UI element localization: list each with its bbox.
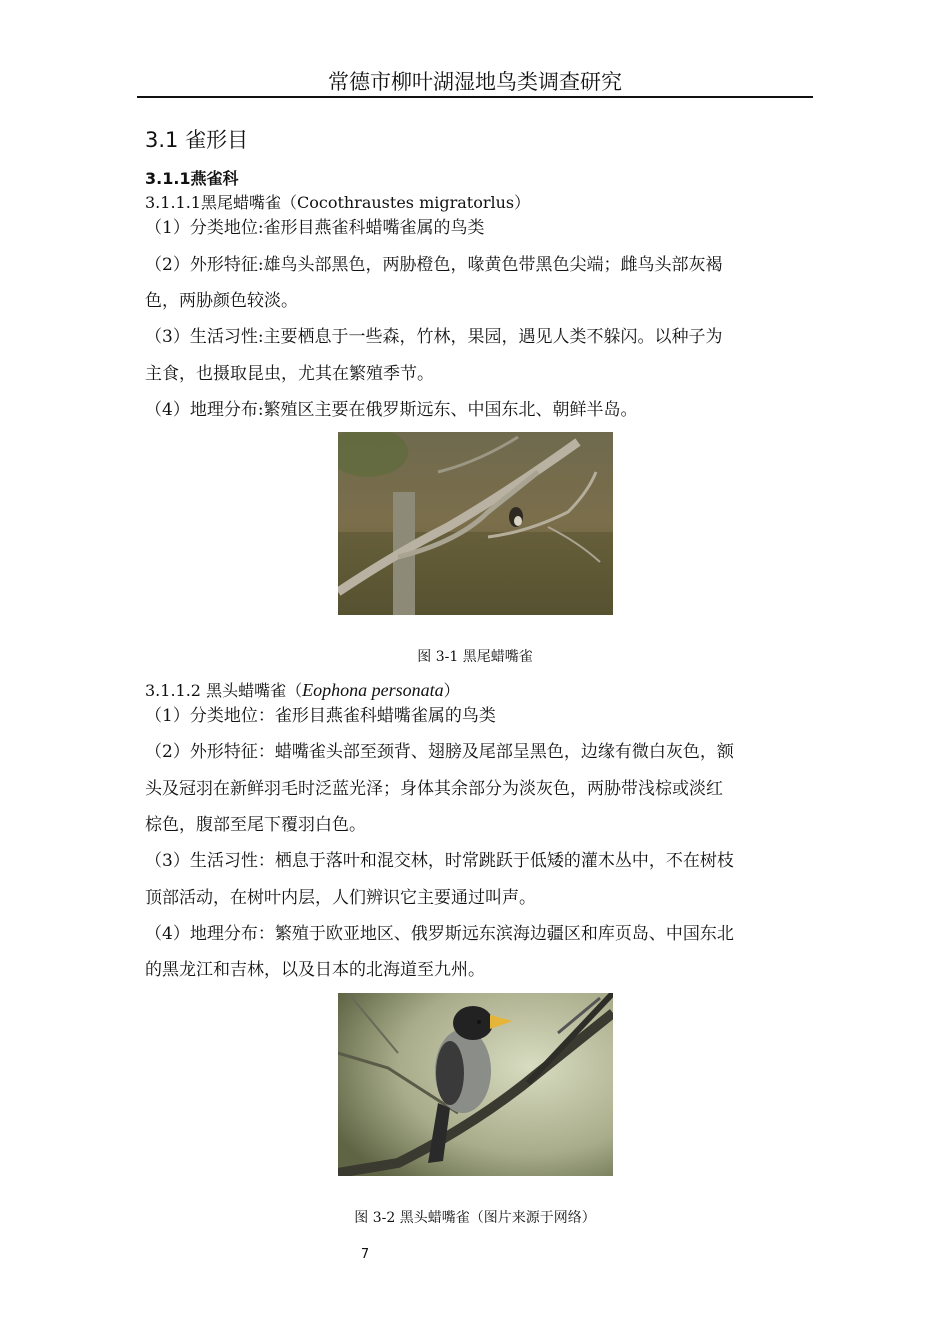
running-header: 常德市柳叶湖湿地鸟类调查研究 <box>328 70 622 94</box>
species2-line: （2）外形特征：蜡嘴雀头部至颈背、翅膀及尾部呈黑色，边缘有微白灰色，额 <box>145 742 734 762</box>
species2-line: （1）分类地位：雀形目燕雀科蜡嘴雀属的鸟类 <box>145 706 496 726</box>
page-number: 7 <box>360 1247 370 1262</box>
species2-line: 的黑龙江和吉林，以及日本的北海道至九州。 <box>145 960 485 980</box>
species2-line: （3）生活习性：栖息于落叶和混交林，时常跳跃于低矮的灌木丛中，不在树枝 <box>145 851 734 871</box>
species1-heading: 3.1.1.1黑尾蜡嘴雀（Cocothraustes migratorlus） <box>145 193 531 212</box>
section-heading: 3.1 雀形目 <box>145 128 249 152</box>
species2-heading-suffix: ） <box>443 681 460 700</box>
species1-line: （2）外形特征:雄鸟头部黑色，两胁橙色，喙黄色带黑色尖端；雌鸟头部灰褐 <box>145 255 723 275</box>
photo-japanese-grosbeak <box>338 993 613 1176</box>
figure-caption: 图 3-1 黑尾蜡嘴雀 <box>417 649 533 665</box>
species1-line: （4）地理分布:繁殖区主要在俄罗斯远东、中国东北、朝鲜半岛。 <box>145 400 638 420</box>
figure-caption: 图 3-2 黑头蜡嘴雀（图片来源于网络） <box>354 1210 596 1226</box>
species1-line: 色，两胁颜色较淡。 <box>145 291 298 311</box>
photo-black-tailed-grosbeak <box>338 432 613 615</box>
species2-line: 头及冠羽在新鲜羽毛时泛蓝光泽；身体其余部分为淡灰色，两胁带浅棕或淡红 <box>145 779 723 799</box>
species2-line: （4）地理分布：繁殖于欧亚地区、俄罗斯远东滨海边疆区和库页岛、中国东北 <box>145 924 734 944</box>
species1-line: （1）分类地位:雀形目燕雀科蜡嘴雀属的鸟类 <box>145 218 485 238</box>
header-rule <box>137 96 813 98</box>
species2-line: 棕色，腹部至尾下覆羽白色。 <box>145 815 366 835</box>
species1-line: （3）生活习性:主要栖息于一些森，竹林，果园，遇见人类不躲闪。以种子为 <box>145 327 723 347</box>
species2-heading-prefix: 3.1.1.2 黑头蜡嘴雀（ <box>145 681 303 700</box>
species2-line: 顶部活动，在树叶内层，人们辨识它主要通过叫声。 <box>145 888 536 908</box>
species1-line: 主食，也摄取昆虫，尤其在繁殖季节。 <box>145 364 434 384</box>
species2-latin-name: Eophona personata <box>302 680 444 700</box>
family-heading: 3.1.1燕雀科 <box>145 169 239 188</box>
species2-heading <box>145 678 460 703</box>
